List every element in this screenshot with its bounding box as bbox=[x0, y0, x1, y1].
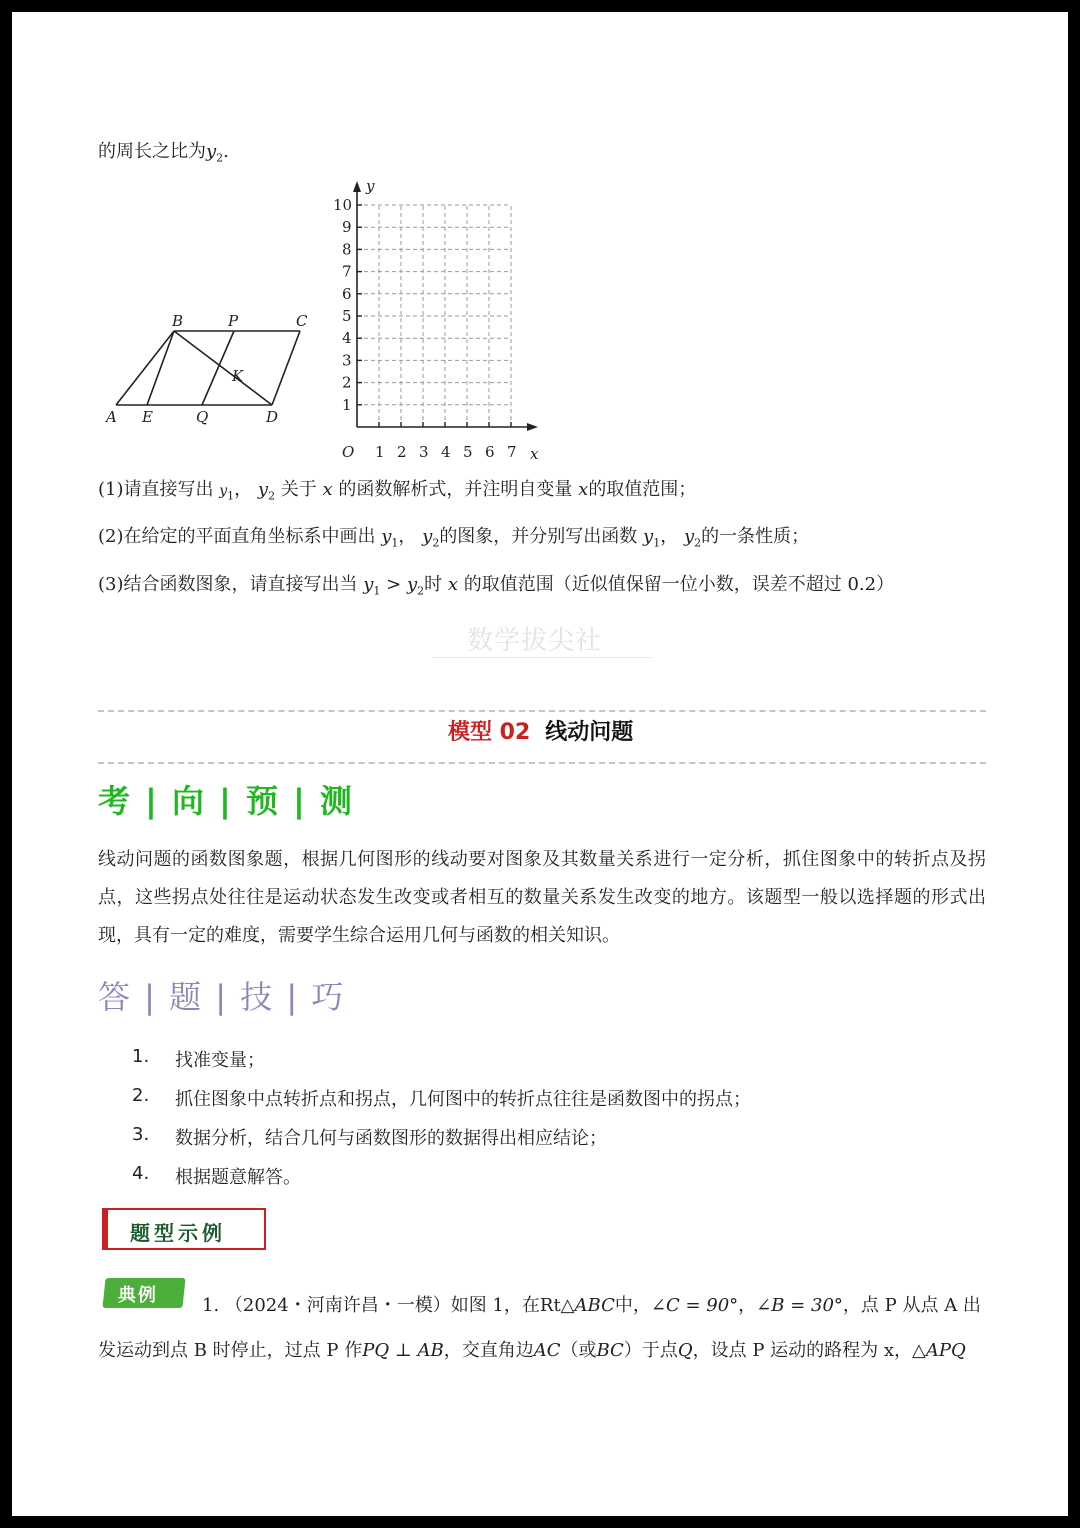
tip-number: 2. bbox=[132, 1085, 150, 1106]
x-tick-label: 2 bbox=[397, 443, 407, 461]
question-2: (2)在给定的平面直角坐标系中画出 $y_1$， $y_2$的图象，并分别写出函数 $y_1$， $y_2$的一条性质； bbox=[98, 526, 810, 550]
label-p: P bbox=[228, 312, 239, 330]
y-tick-label: 8 bbox=[342, 240, 352, 259]
y-tick-label: 7 bbox=[342, 262, 352, 281]
tip-number: 1. bbox=[132, 1046, 150, 1067]
section-heading-exam-forecast: 考 | 向 | 预 | 测 bbox=[98, 782, 354, 820]
y-tick-label: 4 bbox=[342, 329, 352, 348]
model-header bbox=[448, 715, 633, 746]
example-tag-label: 典例 bbox=[117, 1285, 158, 1306]
segment-bd bbox=[174, 331, 272, 405]
tip-text: 抓住图象中点转折点和拐点，几何图中的转折点往往是函数图中的拐点； bbox=[175, 1089, 751, 1110]
example-box bbox=[102, 1208, 266, 1250]
label-a: A bbox=[106, 408, 117, 426]
tip-text: 数据分析，结合几何与函数图形的数据得出相应结论； bbox=[175, 1128, 607, 1149]
y-tick-label: 6 bbox=[342, 284, 352, 303]
x-axis-label: x bbox=[530, 445, 539, 463]
label-c: C bbox=[296, 312, 308, 330]
watermark-underline bbox=[432, 657, 652, 658]
x-tick-label: 1 bbox=[375, 443, 385, 461]
example-box-label: 题型示例 bbox=[130, 1221, 226, 1245]
x-tick-label: 3 bbox=[419, 443, 429, 461]
model-divider-bottom bbox=[98, 762, 986, 764]
watermark: 数学拔尖社 bbox=[467, 626, 603, 656]
label-e: E bbox=[142, 408, 153, 426]
model-title: 线动问题 bbox=[545, 720, 634, 745]
label-q: Q bbox=[196, 408, 209, 426]
model-label: 模型 02 bbox=[448, 720, 531, 745]
x-tick-label: 4 bbox=[441, 443, 451, 461]
x-tick-label: 7 bbox=[507, 443, 517, 461]
segment-be bbox=[147, 331, 174, 405]
document-page bbox=[12, 12, 1068, 1516]
x-tick-label: 6 bbox=[485, 443, 495, 461]
tip-number: 4. bbox=[132, 1163, 150, 1184]
y-tick-label: 2 bbox=[342, 373, 352, 392]
y-tick-label: 10 bbox=[333, 196, 353, 214]
tip-number: 3. bbox=[132, 1124, 150, 1145]
y-tick-label: 5 bbox=[342, 307, 352, 325]
label-b: B bbox=[172, 312, 184, 330]
label-d: D bbox=[266, 408, 279, 426]
parallelogram-figure bbox=[102, 312, 322, 432]
y-axis-arrow bbox=[353, 181, 361, 192]
y-tick-label: 1 bbox=[342, 395, 352, 414]
x-axis-arrow bbox=[527, 423, 538, 431]
origin-label: O bbox=[342, 443, 355, 461]
tip-text: 根据题意解答。 bbox=[175, 1167, 301, 1188]
top-line: 的周长之比为$y_2$. bbox=[98, 141, 229, 165]
example-tag bbox=[102, 1278, 185, 1308]
example-line-2: 发运动到点 B 时停止，过点 P 作PQ ⊥ AB，交直角边AC（或BC）于点Q，设点 P 运动的路程为 x，△APQ bbox=[98, 1340, 966, 1361]
coordinate-grid bbox=[322, 177, 552, 467]
section-paragraph: 线动问题的函数图象题，根据几何图形的线动要对图象及其数量关系进行一定分析，抓住图象中的转折点及拐点，这些拐点处往往是运动状态发生改变或者相互的数量关系发生改变的地方。该题型一般以选择题的形式出现，具有一定的难度，需要学生综合运用几何与函数的相关知识。 bbox=[98, 849, 986, 946]
edge-cd bbox=[272, 331, 300, 405]
tip-text: 找准变量； bbox=[175, 1050, 265, 1071]
x-tick-label: 5 bbox=[463, 443, 473, 461]
edge-ab bbox=[116, 331, 174, 405]
question-3: (3)结合函数图象，请直接写出当 $y_1 > y_2$时 x 的取值范围（近似值保留一位小数，误差不超过 0.2） bbox=[98, 574, 895, 598]
section-heading-answer-tips: 答 | 题 | 技 | 巧 bbox=[98, 978, 346, 1016]
y-tick-label: 3 bbox=[342, 351, 352, 370]
segment-pq bbox=[202, 331, 234, 405]
question-1: (1)请直接写出 $y_1$， $y_2$ 关于 x 的函数解析式，并注明自变量 x的取值范围； bbox=[98, 479, 697, 503]
example-line-1: 1. （2024・河南许昌・一模）如图 1，在Rt△ABC中，∠C = 90°，∠B = 30°，点 P 从点 A 出 bbox=[202, 1295, 981, 1316]
label-k: K bbox=[232, 367, 244, 385]
y-tick-label: 9 bbox=[342, 218, 352, 237]
y-axis-label: y bbox=[366, 177, 375, 195]
model-divider-top bbox=[98, 710, 986, 712]
